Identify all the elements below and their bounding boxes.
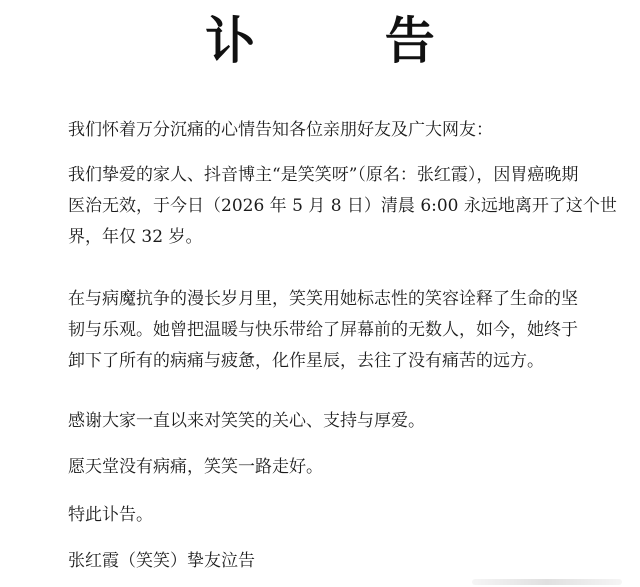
announcement-line-3: 界，年仅 32 岁。 (68, 227, 203, 247)
tribute-line-3: 卸下了所有的病痛与疲惫，化作星辰，去往了没有痛苦的远方。 (68, 351, 544, 371)
tribute-line-1: 在与病魔抗争的漫长岁月里，笑笑用她标志性的笑容诠释了生命的坚 (68, 289, 578, 309)
watermark-smudge (472, 579, 622, 585)
announcement-line-2: 医治无效，于今日（2026 年 5 月 8 日）清晨 6:00 永远地离开了这个世 (68, 196, 617, 216)
tribute-paragraph (68, 284, 588, 377)
announcement-line-1: 我们挚爱的家人、抖音博主“是笑笑呀”（原名：张红霞），因胃癌晚期 (68, 165, 579, 185)
signature-line: 张红霞（笑笑）挚友泣告 (68, 551, 255, 571)
closing-paragraph: 特此讣告。 (68, 505, 153, 525)
greeting-paragraph: 我们怀着万分沉痛的心情告知各位亲朋好友及广大网友： (68, 120, 493, 140)
thanks-paragraph: 感谢大家一直以来对笑笑的关心、支持与厚爱。 (68, 411, 425, 431)
document-title: 讣 告 (205, 12, 491, 70)
announcement-paragraph (68, 160, 617, 253)
tribute-line-2: 韧与乐观。她曾把温暖与快乐带给了屏幕前的无数人，如今，她终于 (68, 320, 578, 340)
wish-paragraph: 愿天堂没有病痛，笑笑一路走好。 (68, 457, 323, 477)
